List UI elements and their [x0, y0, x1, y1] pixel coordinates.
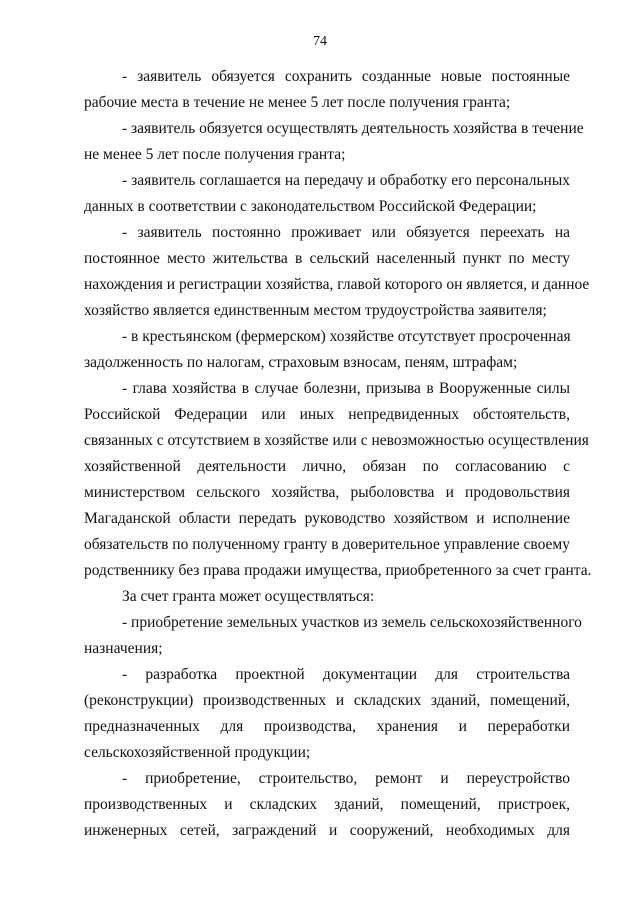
- text-line: производственных и складских зданий, помещений, пристроек,: [84, 796, 570, 813]
- text-line: постоянное место жительства в сельский населенный пункт по месту: [84, 250, 570, 267]
- text-line: данных в соответствии с законодательством Российской Федерации;: [84, 198, 537, 215]
- text-line: - глава хозяйства в случае болезни, призыва в Вооруженные силы: [122, 380, 570, 397]
- text-line: не менее 5 лет после получения гранта;: [84, 146, 346, 163]
- text-line: назначения;: [84, 640, 163, 657]
- text-line: - приобретение земельных участков из земель сельскохозяйственного: [122, 614, 582, 631]
- text-line: - в крестьянском (фермерском) хозяйстве отсутствует просроченная: [122, 328, 571, 345]
- text-line: За счет гранта может осуществляться:: [122, 588, 375, 605]
- text-line: - заявитель постоянно проживает или обязуется переехать на: [122, 224, 570, 241]
- text-line: задолженность по налогам, страховым взносам, пеням, штрафам;: [84, 354, 518, 371]
- text-line: предназначенных для производства, хранения и переработки: [84, 718, 570, 735]
- text-line: - заявитель обязуется осуществлять деятельность хозяйства в течение: [122, 120, 584, 137]
- text-line: обязательств по полученному гранту в доверительное управление своему: [84, 536, 570, 553]
- text-line: инженерных сетей, заграждений и сооружений, необходимых для: [84, 822, 570, 839]
- text-line: - заявитель обязуется сохранить созданные новые постоянные: [122, 68, 570, 85]
- text-line: (реконструкции) производственных и складских зданий, помещений,: [84, 692, 570, 709]
- text-line: - заявитель соглашается на передачу и обработку его персональных: [122, 172, 570, 189]
- page-number: 74: [313, 34, 327, 49]
- text-line: Российской Федерации или иных непредвиденных обстоятельств,: [84, 406, 570, 423]
- text-line: - разработка проектной документации для строительства: [122, 666, 570, 683]
- text-line: министерством сельского хозяйства, рыболовства и продовольствия: [84, 484, 570, 501]
- text-line: хозяйственной деятельности лично, обязан по согласованию с: [84, 458, 570, 475]
- text-line: нахождения и регистрации хозяйства, главой которого он является, и данное: [84, 276, 590, 293]
- text-line: Магаданской области передать руководство хозяйством и исполнение: [84, 510, 570, 527]
- text-line: сельскохозяйственной продукции;: [84, 744, 311, 761]
- text-line: родственнику без права продажи имущества, приобретенного за счет гранта.: [84, 562, 592, 579]
- text-line: рабочие места в течение не менее 5 лет после получения гранта;: [84, 94, 511, 111]
- text-line: связанных с отсутствием в хозяйстве или с невозможностью осуществления: [84, 432, 589, 449]
- text-line: хозяйство является единственным местом трудоустройства заявителя;: [84, 302, 547, 319]
- text-line: - приобретение, строительство, ремонт и переустройство: [122, 770, 570, 787]
